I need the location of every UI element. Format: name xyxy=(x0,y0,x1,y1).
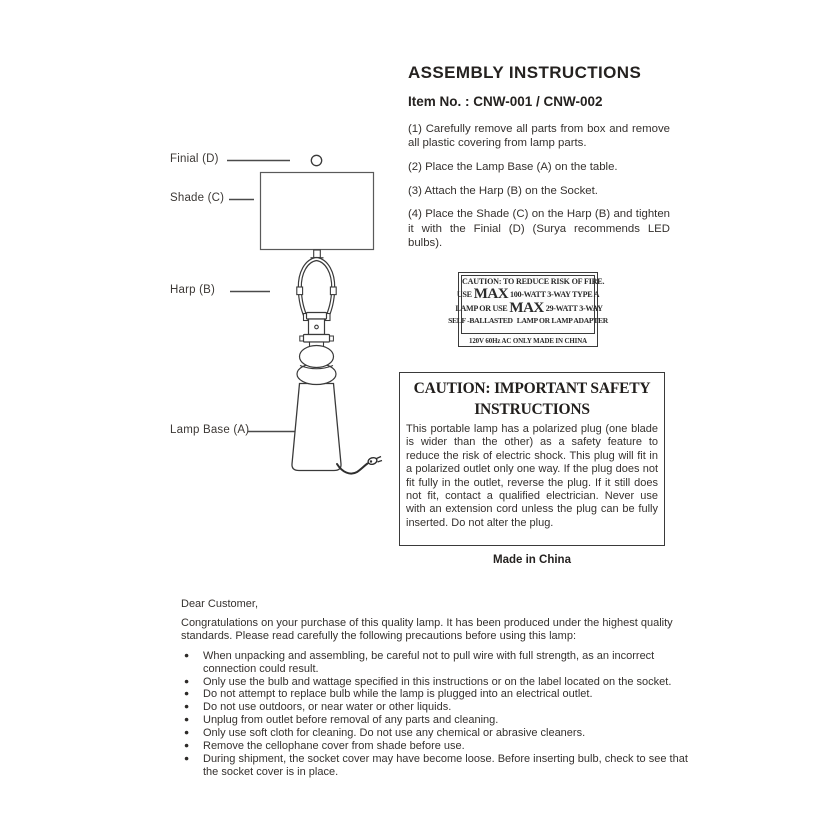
bullet-icon: ● xyxy=(184,752,190,763)
list-item-text: Unplug from outlet before removal of any parts and cleaning. xyxy=(203,714,499,727)
bullet-icon: ● xyxy=(184,727,190,738)
safety-box-title-line-2: INSTRUCTIONS xyxy=(474,401,590,418)
sticker-line-1: CAUTION: TO REDUCE RISK OF FIRE. xyxy=(462,277,605,286)
list-item-text: Only use the bulb and wattage specified in this instructions or on the label located on the socket. xyxy=(203,675,672,688)
bullet-icon: ● xyxy=(184,675,190,686)
wattage-caution-sticker xyxy=(448,272,608,347)
sticker-line-4-post: LAMP OR LAMP ADAPTER xyxy=(516,316,608,325)
step-3: (3) Attach the Harp (B) on the Socket. xyxy=(408,184,598,197)
wattage-caution-sticker-inner xyxy=(448,275,608,334)
sticker-line-3-post: 29-WATT 3-WAY xyxy=(545,303,603,313)
safety-box-title-line-1: CAUTION: IMPORTANT SAFETY xyxy=(413,380,651,397)
sticker-line-2 xyxy=(456,285,600,302)
sticker-line-4 xyxy=(448,315,608,326)
customer-note xyxy=(181,598,689,779)
bullet-icon: ● xyxy=(184,649,190,660)
salutation: Dear Customer, xyxy=(181,598,259,610)
bullet-icon: ● xyxy=(184,688,190,699)
sticker-line-2-max: MAX xyxy=(473,285,509,302)
list-item xyxy=(181,753,689,779)
item-number: Item No. : CNW-001 / CNW-002 xyxy=(408,94,603,109)
bullet-icon: ● xyxy=(184,714,190,725)
step-1: (1) Carefully remove all parts from box and remove all plastic covering from lamp parts. xyxy=(408,123,670,150)
base-drawing xyxy=(292,346,341,471)
bullet-icon: ● xyxy=(184,701,190,712)
label-finial: Finial (D) xyxy=(170,153,219,165)
sticker-line-2-pre: USE xyxy=(456,289,472,299)
sticker-line-5: 120V 60Hz AC ONLY MADE IN CHINA xyxy=(468,338,587,345)
list-item-text: Only use soft cloth for cleaning. Do not use any chemical or abrasive cleaners. xyxy=(203,727,586,740)
sticker-line-3 xyxy=(455,299,603,316)
sticker-line-3-pre: LAMP OR USE xyxy=(455,303,508,313)
shade-drawing xyxy=(261,173,374,250)
list-item-text: During shipment, the socket cover may have become loose. Before inserting bulb, check to see that the socket cover is in place. xyxy=(203,752,688,778)
sticker-line-3-max: MAX xyxy=(509,299,544,316)
label-lamp-base: Lamp Base (A) xyxy=(170,424,250,436)
list-item xyxy=(181,701,689,714)
label-shade: Shade (C) xyxy=(170,192,225,204)
list-item-text: When unpacking and assembling, be careful not to pull wire with full strength, as an incorrect connection could result. xyxy=(203,649,655,675)
finial-drawing xyxy=(311,155,321,165)
safety-instructions-box xyxy=(399,372,665,546)
sticker-line-2-post: 100-WATT 3-WAY TYPE A xyxy=(510,289,600,299)
list-item xyxy=(181,727,689,740)
label-harp: Harp (B) xyxy=(170,284,216,296)
list-item-text: Do not attempt to replace bulb while the lamp is plugged into an electrical outlet. xyxy=(203,688,593,701)
list-item-text: Remove the cellophane cover from shade before use. xyxy=(203,740,465,753)
step-4: (4) Place the Shade (C) on the Harp (B) and tighten it with the Finial (D) (Surya recommends LED bulbs). xyxy=(408,208,670,249)
list-item xyxy=(181,650,689,676)
page-title: ASSEMBLY INSTRUCTIONS xyxy=(408,63,642,82)
step-2: (2) Place the Lamp Base (A) on the table. xyxy=(408,160,618,173)
bullet-icon: ● xyxy=(184,740,190,751)
assembly-steps xyxy=(408,122,670,259)
safety-box-body: This portable lamp has a polarized plug (one blade is wider than the other) as a safety feature to reduce the risk of electric shock. This plug will fit in a polarized outlet only one way. If the plug does not fit fully in the outlet, reverse the plug. If it still does not fit, contact a qualified electrician. Never use with an extension cord unless the plug can be fully inserted. Do not alter the plug. xyxy=(406,423,658,529)
made-in-china-text: Made in China xyxy=(493,554,571,566)
precaution-list xyxy=(181,650,689,779)
power-cord-drawing xyxy=(337,457,382,474)
list-item xyxy=(181,714,689,727)
list-item-text: Do not use outdoors, or near water or other liquids. xyxy=(203,701,452,714)
harp-drawing xyxy=(297,250,336,321)
sticker-line-4-pre: SELF -BALLASTED xyxy=(448,316,513,325)
list-item xyxy=(181,740,689,753)
list-item xyxy=(181,688,689,701)
list-item xyxy=(181,676,689,689)
customer-note-intro: Congratulations on your purchase of this quality lamp. It has been produced under the highest quality standards. Please read carefully the following precautions before using this lamp: xyxy=(181,616,673,642)
